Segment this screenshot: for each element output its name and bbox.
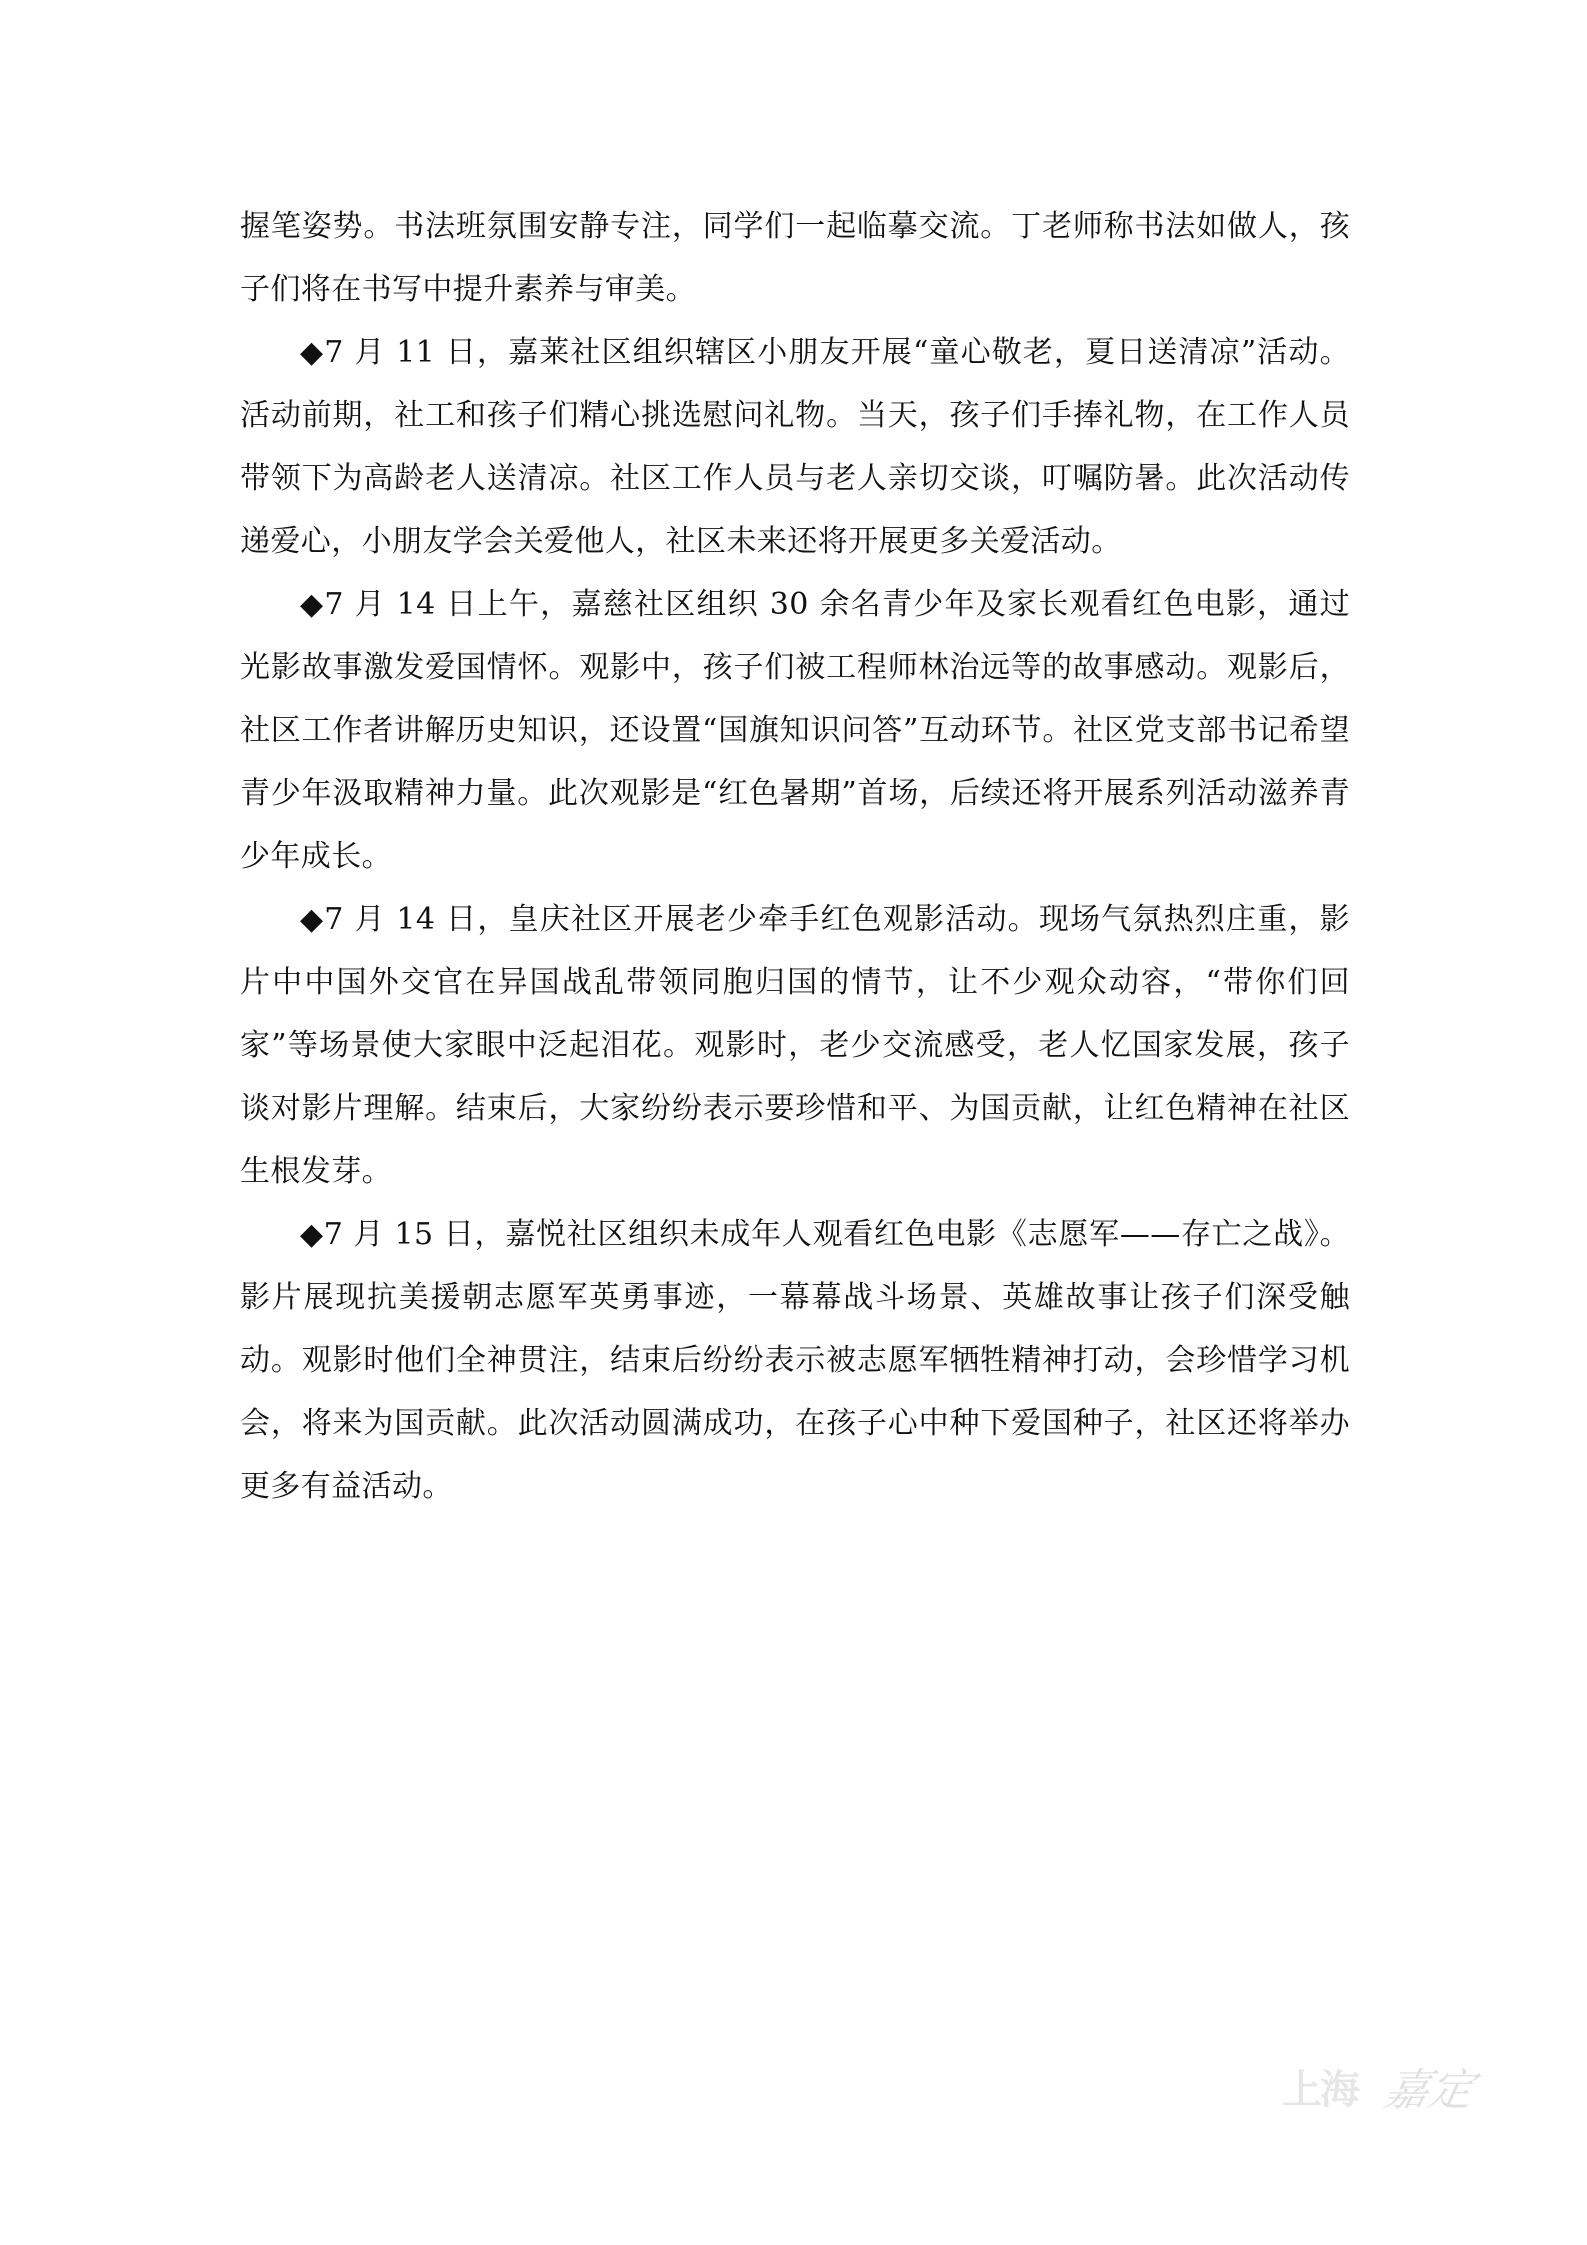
paragraph-jiayue-community: ◆7 月 15 日，嘉悦社区组织未成年人观看红色电影《志愿军——存亡之战》。影片展现抗美援朝志愿军英勇事迹，一幕幕战斗场景、英雄故事让孩子们深受触动。观影时他们全神贯注，结束后纷纷表示被志愿军牺牲精神打动，会珍惜学习机会，将来为国贡献。此次活动圆满成功，在孩子心中种下爱国种子，社区还将举办更多有益活动。 — [240, 1217, 1350, 1504]
paragraph-jiaci-community: ◆7 月 14 日上午，嘉慈社区组织 30 余名青少年及家长观看红色电影，通过光影故事激发爱国情怀。观影中，孩子们被工程师林治远等的故事感动。观影后，社区工作者讲解历史知识，还设置“国旗知识问答”互动环节。社区党支部书记希望青少年汲取精神力量。此次观影是“红色暑期”首场，后续还将开展系列活动滋养青少年成长。 — [240, 587, 1350, 874]
watermark-right-text: 嘉定 — [1379, 2065, 1479, 2116]
article-body — [240, 195, 1350, 1518]
watermark-left-text: 上海 — [1282, 2067, 1358, 2113]
paragraph-jialai-community: ◆7 月 11 日，嘉莱社区组织辖区小朋友开展“童心敬老，夏日送清凉”活动。活动前期，社工和孩子们精心挑选慰问礼物。当天，孩子们手捧礼物，在工作人员带领下为高龄老人送清凉。社区工作人员与老人亲切交谈，叮嘱防暑。此次活动传递爱心，小朋友学会关爱他人，社区未来还将开展更多关爱活动。 — [240, 335, 1350, 559]
watermark-logo — [1282, 2052, 1492, 2122]
paragraph-continuation: 握笔姿势。书法班氛围安静专注，同学们一起临摹交流。丁老师称书法如做人，孩子们将在书写中提升素养与审美。 — [240, 209, 1350, 307]
paragraph-huangqing-community: ◆7 月 14 日，皇庆社区开展老少牵手红色观影活动。现场气氛热烈庄重，影片中中国外交官在异国战乱带领同胞归国的情节，让不少观众动容，“带你们回家”等场景使大家眼中泛起泪花。观影时，老少交流感受，老人忆国家发展，孩子谈对影片理解。结束后，大家纷纷表示要珍惜和平、为国贡献，让红色精神在社区生根发芽。 — [240, 902, 1350, 1189]
